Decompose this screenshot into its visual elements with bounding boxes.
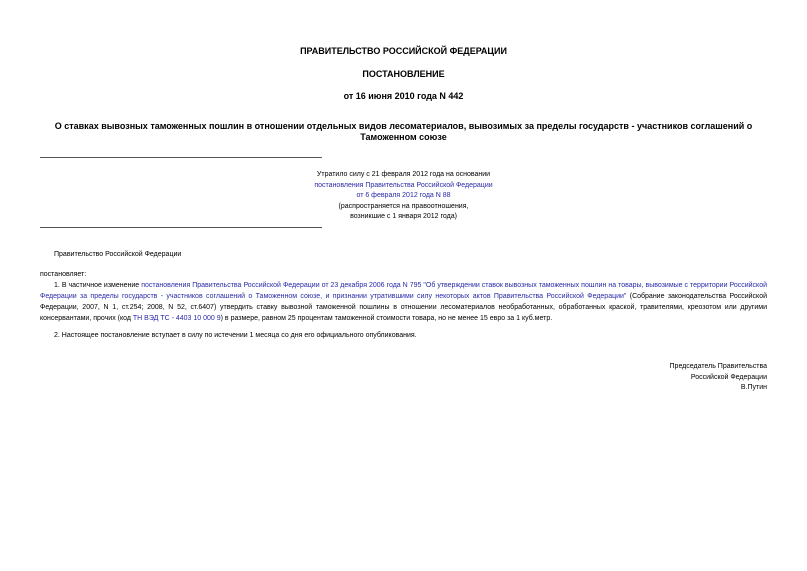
paragraph-1 (40, 280, 767, 324)
decrees-line: постановляет: (40, 271, 87, 278)
status-note-line: (распространяется на правоотношения, (338, 202, 469, 210)
document-date-number: от 16 июня 2010 года N 442 (343, 91, 464, 101)
status-note (0, 170, 807, 223)
divider-bottom (40, 227, 322, 228)
status-note-line: возникшие с 1 января 2012 года) (350, 213, 457, 220)
paragraph-1-text: (Собрание законодательства Российской Федерации, 2007, N 1, ст.254; 2008, N 52, ст.6407) утвердить ставку вывозной таможенной пошлины в отношении лесоматериалов необработанных, обработанных краской, травителями, креозотом или другими консервантами, прочих (код (40, 293, 767, 322)
paragraph-1-text: ) в размере, равном 25 процентам таможенной стоимости товара, но не менее 15 евро за 1 куб.метр. (220, 315, 553, 322)
signatory-name: В.Путин (740, 384, 767, 391)
document-title: О ставках вывозных таможенных пошлин в отношении отдельных видов лесоматериалов, вывозимых за пределы государств - участников соглашений о Таможенном союзе (54, 121, 753, 142)
decree-795-link[interactable]: постановления Правительства Российской Федерации от 23 декабря 2006 года N 795 "Об утверждении ставок вывозных таможенных пошлин на товары, вывозимые с территории Российской Федерации за пределы государств - участников соглашений о Таможенном союзе, и признании утратившими силу некоторых актов Правительства Российской Федерации" (40, 282, 767, 300)
paragraph-1-text: 1. В частичное изменение (54, 282, 142, 289)
signatory-position: Российской Федерации (690, 373, 767, 381)
government-heading: ПРАВИТЕЛЬСТВО РОССИЙСКОЙ ФЕДЕРАЦИИ (300, 46, 507, 56)
signatory-position: Председатель Правительства (669, 363, 767, 370)
divider-top (40, 157, 322, 158)
issuer-line: Правительство Российской Федерации (54, 251, 182, 258)
amending-decree-link[interactable]: постановления Правительства Российской Федерации (314, 181, 493, 189)
tnved-code-link[interactable]: ТН ВЭД ТС - 4403 10 000 9 (132, 315, 221, 322)
paragraph-2: 2. Настоящее постановление вступает в силу по истечении 1 месяца со дня его официального опубликования. (54, 332, 417, 339)
signature-block (567, 362, 767, 394)
document-type: ПОСТАНОВЛЕНИЕ (362, 69, 445, 79)
amending-decree-date-link[interactable]: от 6 февраля 2012 года N 88 (356, 192, 451, 199)
status-note-line: Утратило силу с 21 февраля 2012 года на основании (316, 171, 491, 178)
